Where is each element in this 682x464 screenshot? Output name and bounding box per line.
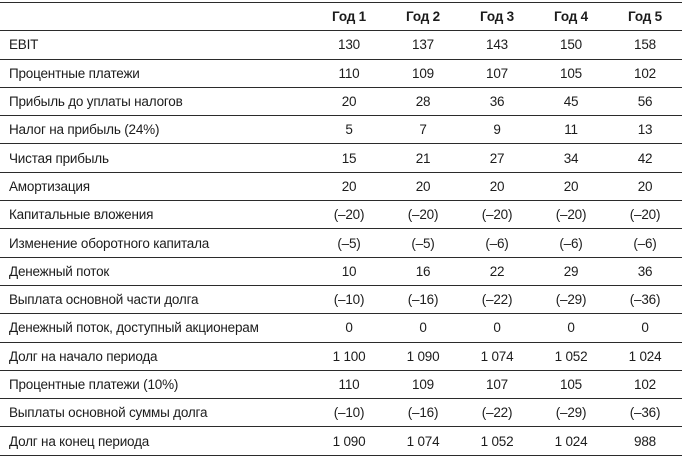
cell-value: (–22) [460,285,534,313]
cell-value: (–5) [312,229,386,257]
cell-value: (–29) [534,285,608,313]
cell-value: (–16) [386,399,460,427]
table-row [0,285,682,313]
table-row [0,370,682,398]
cell-value: 36 [608,257,682,285]
cell-value: 1 024 [534,427,608,455]
cell-value: (–5) [386,229,460,257]
cell-value: 29 [534,257,608,285]
cell-value: 20 [460,172,534,200]
cell-value: 45 [534,87,608,115]
row-label: Денежный поток, доступный акционерам [0,314,312,342]
cell-value: 1 100 [312,342,386,370]
cell-value: (–20) [534,201,608,229]
cell-value: 20 [312,172,386,200]
cell-value: 150 [534,31,608,59]
cell-value: 0 [534,314,608,342]
cell-value: 110 [312,59,386,87]
table-row [0,427,682,455]
cell-value: 20 [534,172,608,200]
table-row [0,59,682,87]
cell-value: 0 [460,314,534,342]
row-label: Выплата основной части долга [0,285,312,313]
cell-value: 20 [312,87,386,115]
cell-value: (–29) [534,399,608,427]
cell-value: (–16) [386,285,460,313]
cell-value: 56 [608,87,682,115]
cell-value: 27 [460,144,534,172]
cell-value: 22 [460,257,534,285]
cell-value: 1 090 [386,342,460,370]
cell-value: 110 [312,370,386,398]
cell-value: 0 [608,314,682,342]
debt-cash-flow-table [0,2,682,456]
table-row [0,31,682,59]
table-row [0,314,682,342]
cell-value: 42 [608,144,682,172]
table-row [0,201,682,229]
cell-value: 158 [608,31,682,59]
cell-value: 0 [312,314,386,342]
cell-value: 102 [608,59,682,87]
cell-value: 143 [460,31,534,59]
table-row [0,229,682,257]
cell-value: 1 090 [312,427,386,455]
cell-value: 107 [460,59,534,87]
cell-value: 21 [386,144,460,172]
cell-value: 988 [608,427,682,455]
cell-value: 105 [534,370,608,398]
table-row [0,87,682,115]
cell-value: 13 [608,116,682,144]
row-label: Выплаты основной суммы долга [0,399,312,427]
cell-value: (–6) [460,229,534,257]
column-header-year-5: Год 5 [608,3,682,31]
cell-value: 15 [312,144,386,172]
cell-value: 137 [386,31,460,59]
cell-value: (–36) [608,399,682,427]
cell-value: 130 [312,31,386,59]
cell-value: 1 074 [460,342,534,370]
row-label: Налог на прибыль (24%) [0,116,312,144]
cell-value: (–10) [312,285,386,313]
cell-value: 109 [386,59,460,87]
cell-value: 109 [386,370,460,398]
row-label: EBIT [0,31,312,59]
corner-cell [0,3,312,31]
header-row [0,3,682,31]
row-label: Изменение оборотного капитала [0,229,312,257]
column-header-year-3: Год 3 [460,3,534,31]
cell-value: (–6) [608,229,682,257]
row-label: Денежный поток [0,257,312,285]
cell-value: 0 [386,314,460,342]
row-label: Прибыль до уплаты налогов [0,87,312,115]
cell-value: 105 [534,59,608,87]
cell-value: (–36) [608,285,682,313]
cell-value: 107 [460,370,534,398]
cell-value: (–6) [534,229,608,257]
row-label: Процентные платежи (10%) [0,370,312,398]
row-label: Чистая прибыль [0,144,312,172]
cell-value: 16 [386,257,460,285]
cell-value: (–22) [460,399,534,427]
table-row [0,257,682,285]
cell-value: 28 [386,87,460,115]
table-row [0,116,682,144]
row-label: Амортизация [0,172,312,200]
cell-value: (–20) [312,201,386,229]
column-header-year-1: Год 1 [312,3,386,31]
row-label: Долг на конец периода [0,427,312,455]
row-label: Капитальные вложения [0,201,312,229]
column-header-year-2: Год 2 [386,3,460,31]
row-label: Процентные платежи [0,59,312,87]
cell-value: (–10) [312,399,386,427]
cell-value: 7 [386,116,460,144]
cell-value: 20 [386,172,460,200]
row-label: Долг на начало периода [0,342,312,370]
cell-value: 36 [460,87,534,115]
cell-value: 1 052 [460,427,534,455]
cell-value: (–20) [386,201,460,229]
cell-value: 20 [608,172,682,200]
cell-value: 9 [460,116,534,144]
cell-value: 1 074 [386,427,460,455]
cell-value: 11 [534,116,608,144]
cell-value: 34 [534,144,608,172]
cell-value: 1 024 [608,342,682,370]
table-row [0,399,682,427]
cell-value: (–20) [608,201,682,229]
table-row [0,172,682,200]
cell-value: (–20) [460,201,534,229]
table-row [0,144,682,172]
cell-value: 10 [312,257,386,285]
cell-value: 5 [312,116,386,144]
cell-value: 1 052 [534,342,608,370]
column-header-year-4: Год 4 [534,3,608,31]
cell-value: 102 [608,370,682,398]
table-row [0,342,682,370]
